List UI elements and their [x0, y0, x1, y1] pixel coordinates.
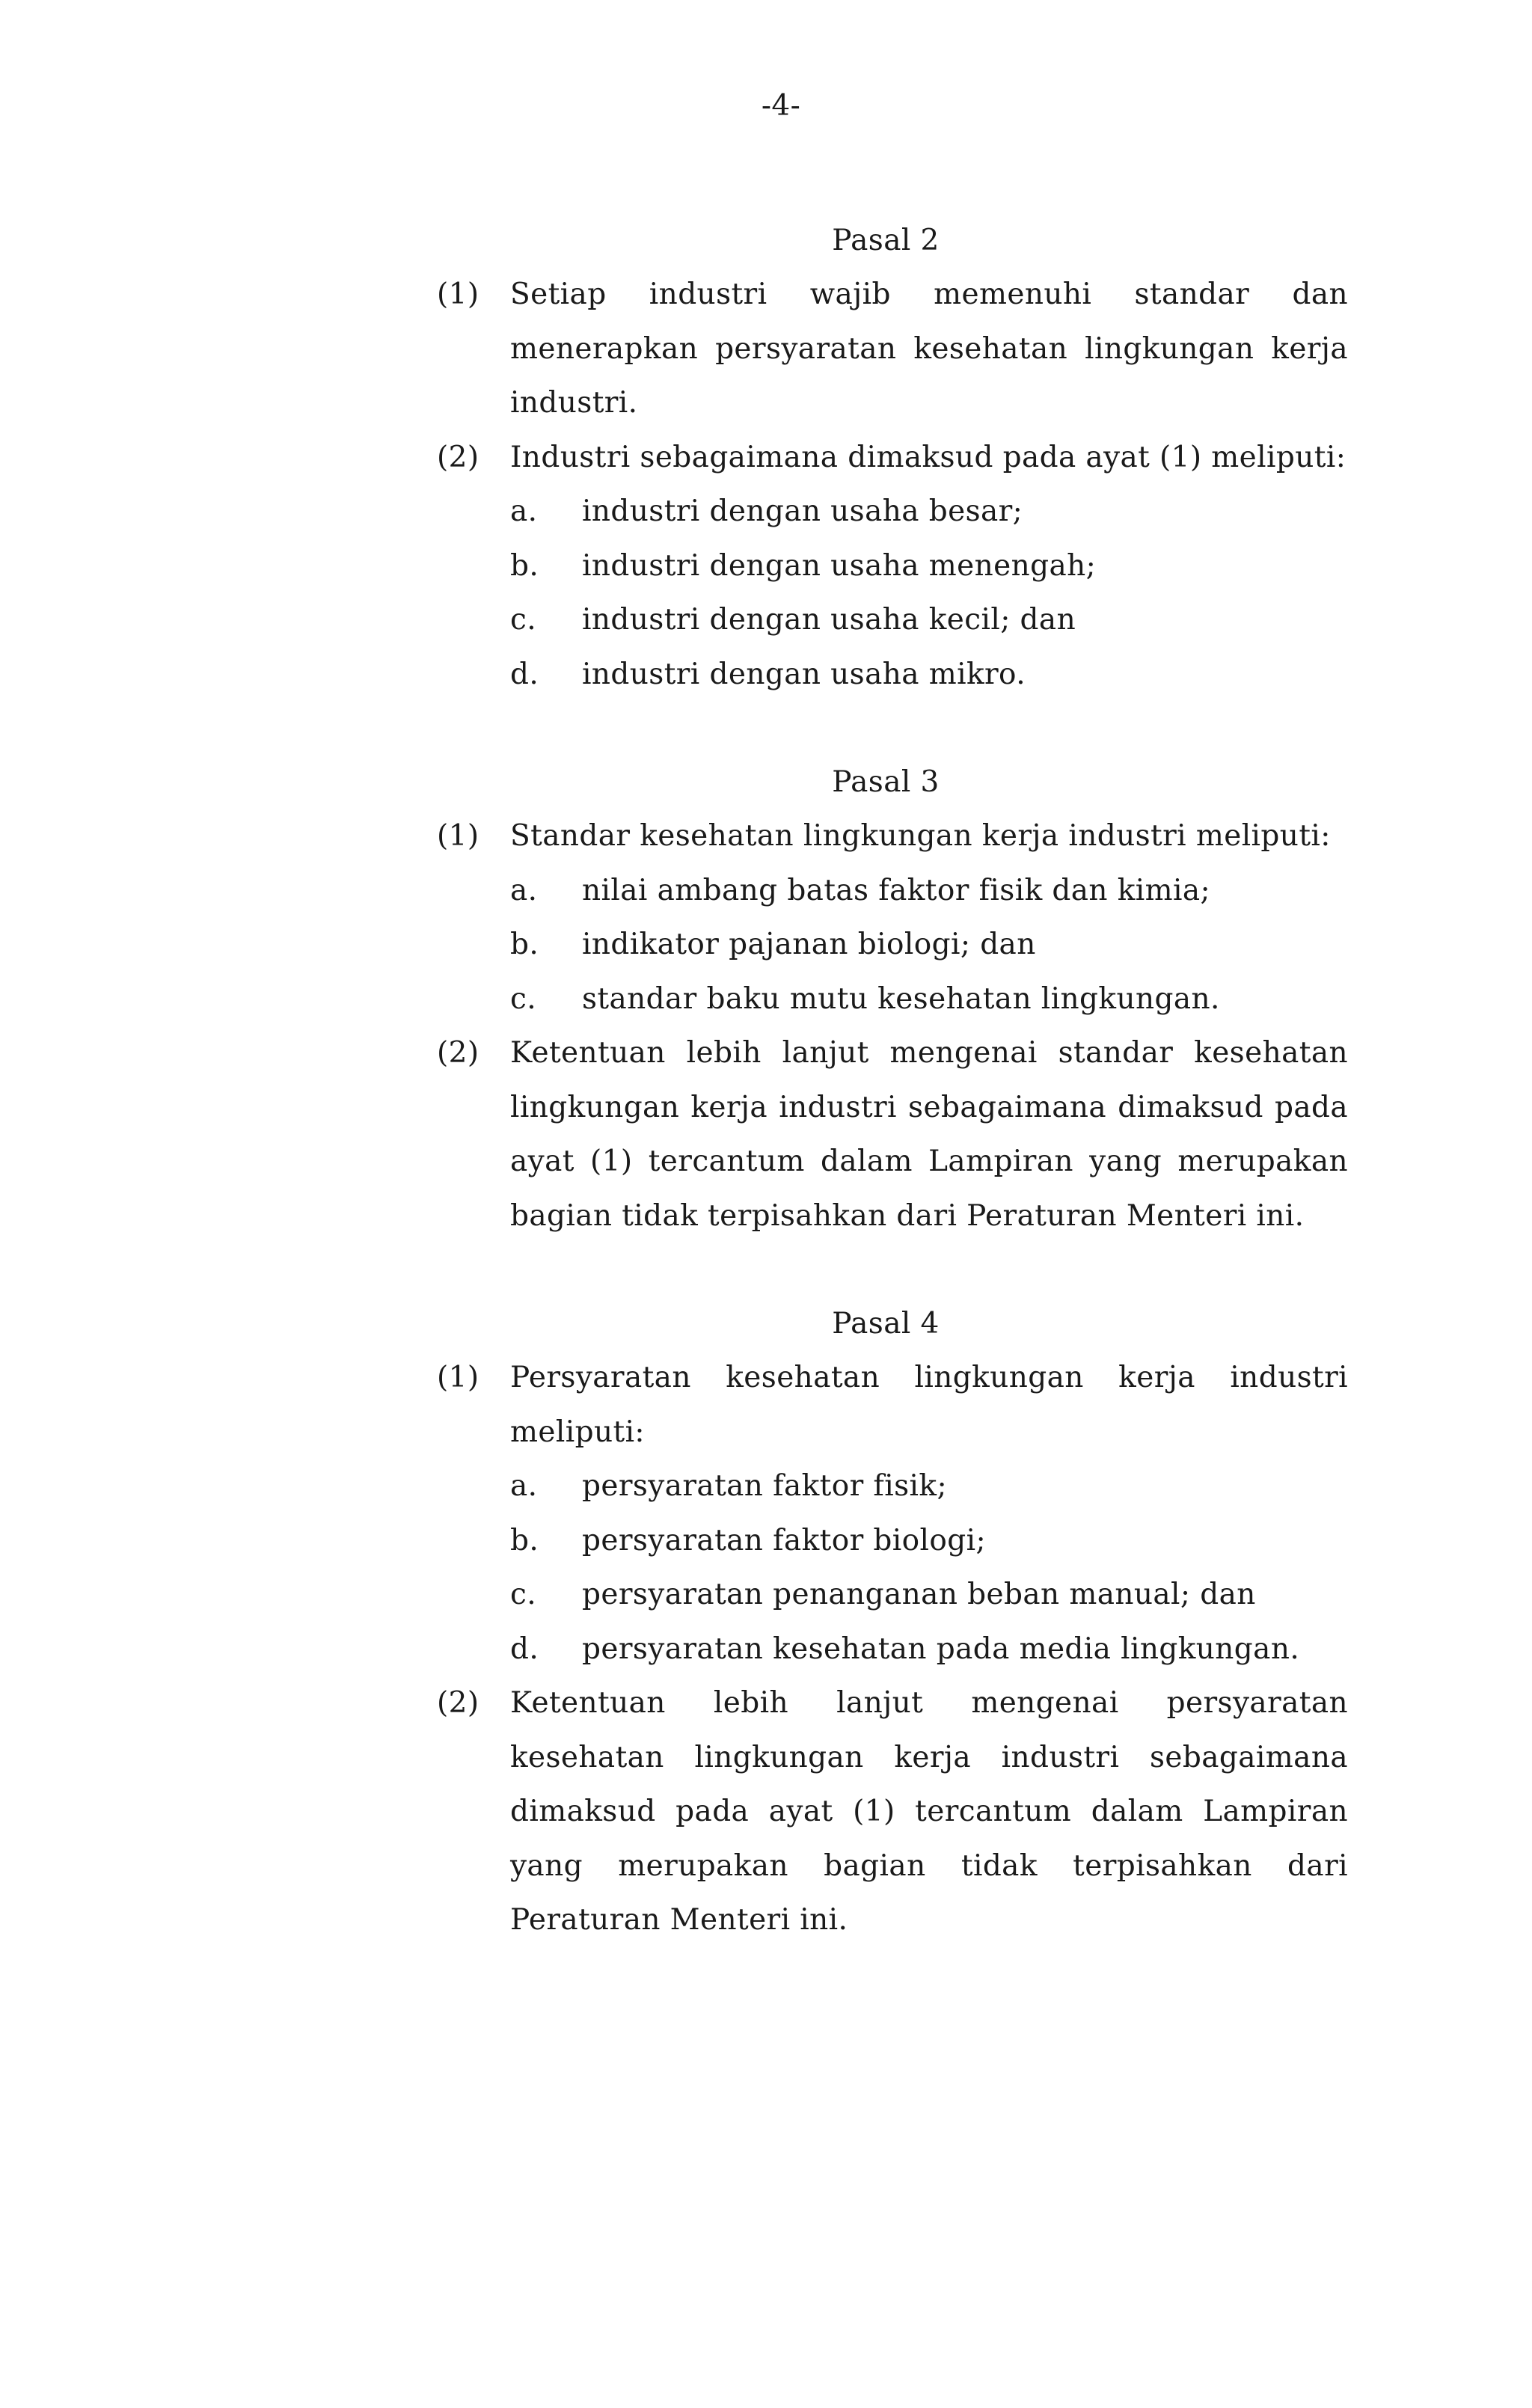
- pasal-section: [0, 214, 1532, 702]
- ayat-text: Standar kesehatan lingkungan kerja industri meliputi:: [510, 819, 1331, 853]
- list-item-text: indikator pajanan biologi; dan: [582, 928, 1036, 961]
- list-item-letter: b.: [510, 1523, 539, 1557]
- list-item-letter: a.: [510, 873, 538, 907]
- list-item: [0, 1459, 1532, 1514]
- list-item: [0, 539, 1532, 594]
- pasal-title: Pasal 4: [832, 1307, 940, 1341]
- list-item-letter: d.: [510, 1632, 539, 1666]
- sub-list: [0, 864, 1532, 1027]
- list-item-text: industri dengan usaha mikro.: [582, 657, 1026, 691]
- pasal-section: [0, 756, 1532, 1243]
- list-item-letter: a.: [510, 494, 538, 528]
- list-item-text: persyaratan faktor fisik;: [582, 1469, 947, 1503]
- list-item: [0, 972, 1532, 1027]
- ayat: [0, 431, 1532, 702]
- ayat-number: (1): [437, 278, 479, 311]
- ayat-text: Ketentuan lebih lanjut mengenai persyaratan kesehatan lingkungan kerja industri sebagaimana dimaksud pada ayat (1) tercantum dalam Lampiran yang merupakan bagian tidak terpisahkan dari Peraturan Menteri ini.: [510, 1686, 1348, 1937]
- ayat-text: Ketentuan lebih lanjut mengenai standar kesehatan lingkungan kerja industri sebagaimana dimaksud pada ayat (1) tercantum dalam Lampiran yang merupakan bagian tidak terpisahkan dari Peraturan Menteri ini.: [510, 1036, 1348, 1233]
- list-item-text: standar baku mutu kesehatan lingkungan.: [582, 981, 1220, 1016]
- ayat-text: Persyaratan kesehatan lingkungan kerja industri meliputi:: [510, 1361, 1348, 1449]
- list-item-letter: c.: [510, 603, 537, 637]
- list-item: [0, 485, 1532, 539]
- ayat-number: (2): [437, 1036, 479, 1070]
- list-item: [0, 1568, 1532, 1623]
- ayat: [0, 1351, 1532, 1676]
- ayat-number: (1): [437, 819, 479, 853]
- list-item-text: nilai ambang batas faktor fisik dan kimia;: [582, 873, 1211, 907]
- list-item-letter: a.: [510, 1469, 538, 1503]
- pasal-title: Pasal 2: [832, 224, 940, 257]
- list-item: [0, 593, 1532, 648]
- list-item: [0, 864, 1532, 919]
- list-item-letter: c.: [510, 1578, 537, 1611]
- list-item-text: persyaratan kesehatan pada media lingkungan.: [582, 1632, 1300, 1666]
- ayat-number: (2): [437, 1686, 479, 1720]
- list-item-text: industri dengan usaha menengah;: [582, 548, 1097, 583]
- document-body: [0, 214, 1532, 2002]
- list-item: [0, 1514, 1532, 1569]
- ayat-text: Setiap industri wajib memenuhi standar dan menerapkan persyaratan kesehatan lingkungan kerja industri.: [510, 278, 1348, 420]
- ayat: [0, 809, 1532, 1026]
- page-number: -4-: [761, 89, 801, 123]
- list-item: [0, 1623, 1532, 1677]
- ayat: [0, 1026, 1532, 1243]
- ayat-text: Industri sebagaimana dimaksud pada ayat (1) meliputi:: [510, 440, 1346, 474]
- list-item-text: industri dengan usaha kecil; dan: [582, 603, 1076, 637]
- list-item: [0, 918, 1532, 972]
- ayat-number: (2): [437, 440, 479, 474]
- ayat: [0, 268, 1532, 431]
- list-item-letter: d.: [510, 657, 539, 691]
- list-item-letter: c.: [510, 981, 537, 1016]
- list-item-letter: b.: [510, 548, 539, 583]
- sub-list: [0, 485, 1532, 702]
- list-item-text: industri dengan usaha besar;: [582, 494, 1023, 528]
- sub-list: [0, 1459, 1532, 1676]
- ayat-number: (1): [437, 1361, 479, 1394]
- pasal-section: [0, 1297, 1532, 1948]
- list-item-text: persyaratan penanganan beban manual; dan: [582, 1578, 1256, 1611]
- ayat: [0, 1676, 1532, 1948]
- list-item: [0, 648, 1532, 702]
- list-item-text: persyaratan faktor biologi;: [582, 1523, 987, 1557]
- list-item-letter: b.: [510, 928, 539, 961]
- pasal-title: Pasal 3: [832, 765, 940, 799]
